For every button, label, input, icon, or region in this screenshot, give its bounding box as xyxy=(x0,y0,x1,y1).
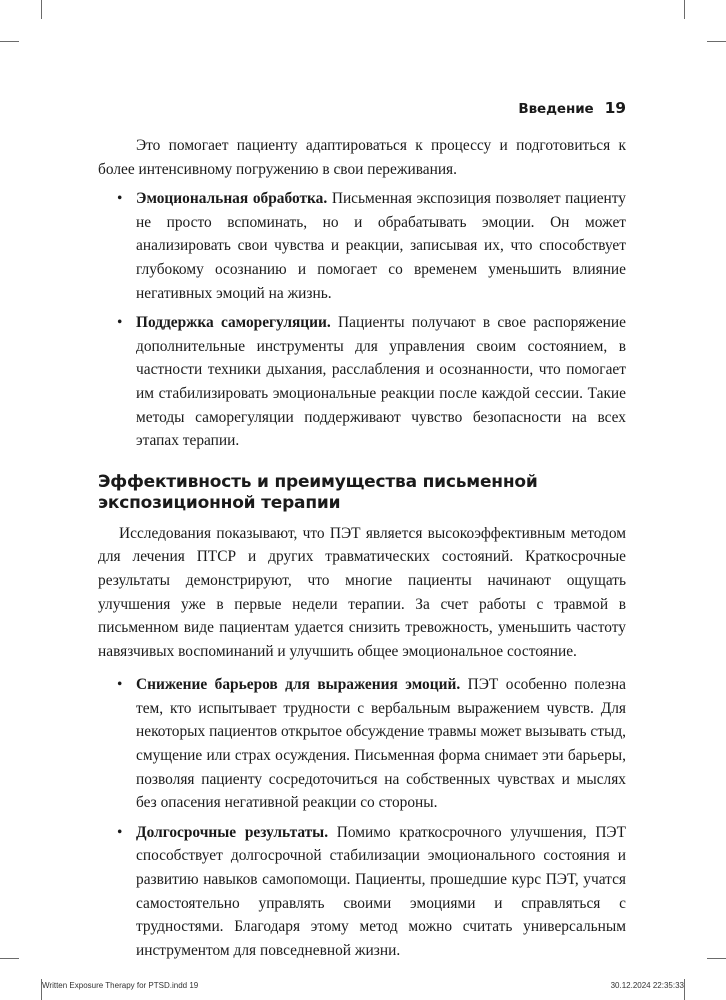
crop-mark-right-lower xyxy=(707,958,726,959)
bullet-text: ПЭТ особенно полезна тем, кто испытывает трудности с вербальным выражением чувств. Для некоторых пациентов открытое обсуждение травмы может вызывать стыд, смущение или страх осуждения. Письменная форма снимает эти барьеры, позволяя пациенту сосредоточиться на собственных чувствах и мыслях без опасения негативной реакции со стороны. xyxy=(136,676,626,812)
crop-mark-top-right xyxy=(684,0,685,19)
bullet-icon: • xyxy=(117,314,123,332)
running-head xyxy=(518,99,626,117)
bullet-icon: • xyxy=(117,823,123,841)
crop-mark-top-left xyxy=(41,0,42,19)
bullet-text: Письменная экспозиция позволяет пациенту не просто вспоминать, но и обрабатывать эмоции. Он может анализировать свои чувства и реакции, записывая их, что способствует глубокому осознанию и помогает со временем уменьшить влияние негативных эмоций на жизнь. xyxy=(136,190,626,302)
print-slug-right: 30.12.2024 22:35:33 xyxy=(610,981,684,990)
bullet-term: Снижение барьеров для выражения эмоций. xyxy=(136,676,461,694)
body-text xyxy=(98,134,626,962)
crop-mark-right-upper xyxy=(707,41,726,42)
print-slug-left: Written Exposure Therapy for PTSD.indd 19 xyxy=(42,981,199,990)
intro-paragraph: Это помогает пациенту адаптироваться к процессу и подготовиться к более интенсивному погружению в свои переживания. xyxy=(98,137,626,178)
bullet-term: Эмоциональная обработка. xyxy=(136,190,328,208)
section-heading: Эффективность и преимущества письменной экспозиционной терапии xyxy=(98,471,538,513)
crop-mark-left-upper xyxy=(0,41,19,42)
list-item xyxy=(98,311,626,453)
crop-mark-bottom-right xyxy=(684,979,685,1000)
bullet-icon: • xyxy=(117,676,123,694)
bullet-term: Поддержка саморегуляции. xyxy=(136,314,331,332)
bullet-icon: • xyxy=(117,190,123,208)
page-number: 19 xyxy=(604,99,626,117)
running-head-section: Введение xyxy=(518,101,594,117)
list-item xyxy=(98,187,626,305)
list-item xyxy=(98,821,626,963)
bullet-term: Долгосрочные результаты. xyxy=(136,823,329,841)
crop-mark-left-lower xyxy=(0,958,19,959)
bullet-list-top xyxy=(98,187,626,453)
section-paragraph: Исследования показывают, что ПЭТ является высокоэффективным методом для лечения ПТСР и других травматических состояний. Краткосрочные результаты демонстрируют, что многие пациенты начинают ощущать улучшения уже в первые недели терапии. За счет работы с травмой в письменном виде пациентам удается снизить тревожность, уменьшить частоту навязчивых воспоминаний и улучшить общее эмоциональное состояние. xyxy=(98,524,626,660)
bullet-text: Пациенты получают в свое распоряжение дополнительные инструменты для управления своим состоянием, в частности техники дыхания, расслабления и осознанности, что помогает им стабилизировать эмоциональные реакции после каждой сессии. Такие методы саморегуляции поддерживают чувство безопасности на всех этапах терапии. xyxy=(136,314,626,450)
bullet-list-bottom xyxy=(98,673,626,962)
bullet-text: Помимо краткосрочного улучшения, ПЭТ способствует долгосрочной стабилизации эмоционального состояния и развитию навыков самопомощи. Пациенты, прошедшие курс ПЭТ, учатся самостоятельно управлять своими эмоциями и справляться с трудностями. Благодаря этому метод можно считать универсальным инструментом для повседневной жизни. xyxy=(136,823,626,959)
list-item xyxy=(98,673,626,815)
